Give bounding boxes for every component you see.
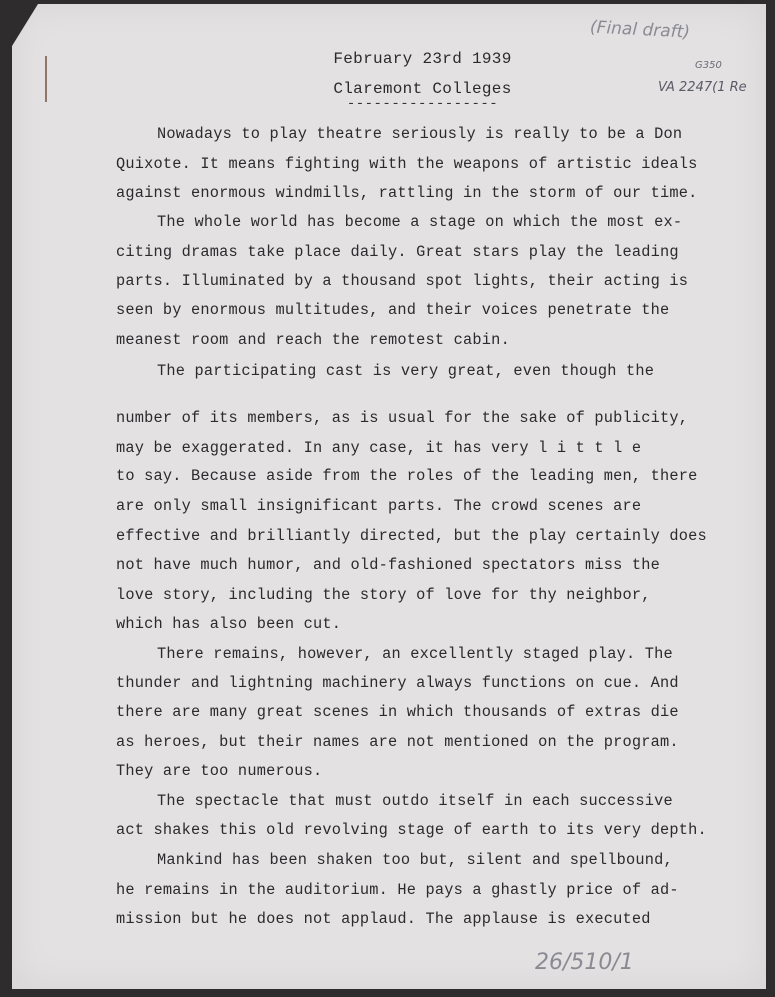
text-line: citing dramas take place daily. Great stars play the leading (116, 243, 679, 261)
handwritten-reference-note: VA 2247(1 Re (658, 80, 747, 95)
text-line: as heroes, but their names are not mentioned on the program. (116, 733, 679, 751)
document-place: Claremont Colleges (333, 80, 512, 98)
text-line: thunder and lightning machinery always functions on cue. And (116, 674, 679, 692)
text-line: parts. Illuminated by a thousand spot lights, their acting is (116, 272, 689, 290)
text-line: act shakes this old revolving stage of earth to its very depth. (116, 821, 707, 839)
handwritten-folio-number: 26/510/1 (535, 950, 634, 975)
text-line: The whole world has become a stage on which the most ex- (157, 213, 683, 231)
text-line: meanest room and reach the remotest cabin. (116, 331, 510, 349)
text-line: There remains, however, an excellently staged play. The (157, 645, 673, 663)
text-line: seen by enormous multitudes, and their voices penetrate the (116, 301, 670, 319)
text-line: he remains in the auditorium. He pays a ghastly price of ad- (116, 881, 679, 899)
text-line: number of its members, as is usual for the sake of publicity, (116, 409, 689, 427)
text-line: which has also been cut. (116, 615, 342, 633)
text-line: may be exaggerated. In any case, it has very l i t t l e (116, 439, 642, 457)
handwritten-final-draft-note: (Final draft) (589, 17, 691, 43)
text-line: The participating cast is very great, even though the (157, 362, 655, 380)
text-line: not have much humor, and old-fashioned spectators miss the (116, 556, 661, 574)
text-line: to say. Because aside from the roles of the leading men, there (116, 467, 698, 485)
folded-corner (12, 4, 38, 46)
text-line: Mankind has been shaken too but, silent and spellbound, (157, 851, 673, 869)
document-date: February 23rd 1939 (333, 50, 512, 68)
header-underline: ----------------- (346, 96, 499, 112)
text-line: against enormous windmills, rattling in the storm of our time. (116, 184, 698, 202)
text-line: there are many great scenes in which thousands of extras die (116, 703, 679, 721)
text-line: love story, including the story of love for thy neighbor, (116, 586, 651, 604)
text-line: effective and brilliantly directed, but the play certainly does (116, 527, 707, 545)
text-line: Quixote. It means fighting with the weapons of artistic ideals (116, 155, 698, 173)
text-line: They are too numerous. (116, 762, 323, 780)
text-line: mission but he does not applaud. The applause is executed (116, 910, 651, 928)
handwritten-code-note: G350 (695, 60, 722, 71)
text-line: are only small insignificant parts. The crowd scenes are (116, 497, 642, 515)
text-line: The spectacle that must outdo itself in each successive (157, 792, 673, 810)
text-line: Nowadays to play theatre seriously is really to be a Don (157, 125, 683, 143)
